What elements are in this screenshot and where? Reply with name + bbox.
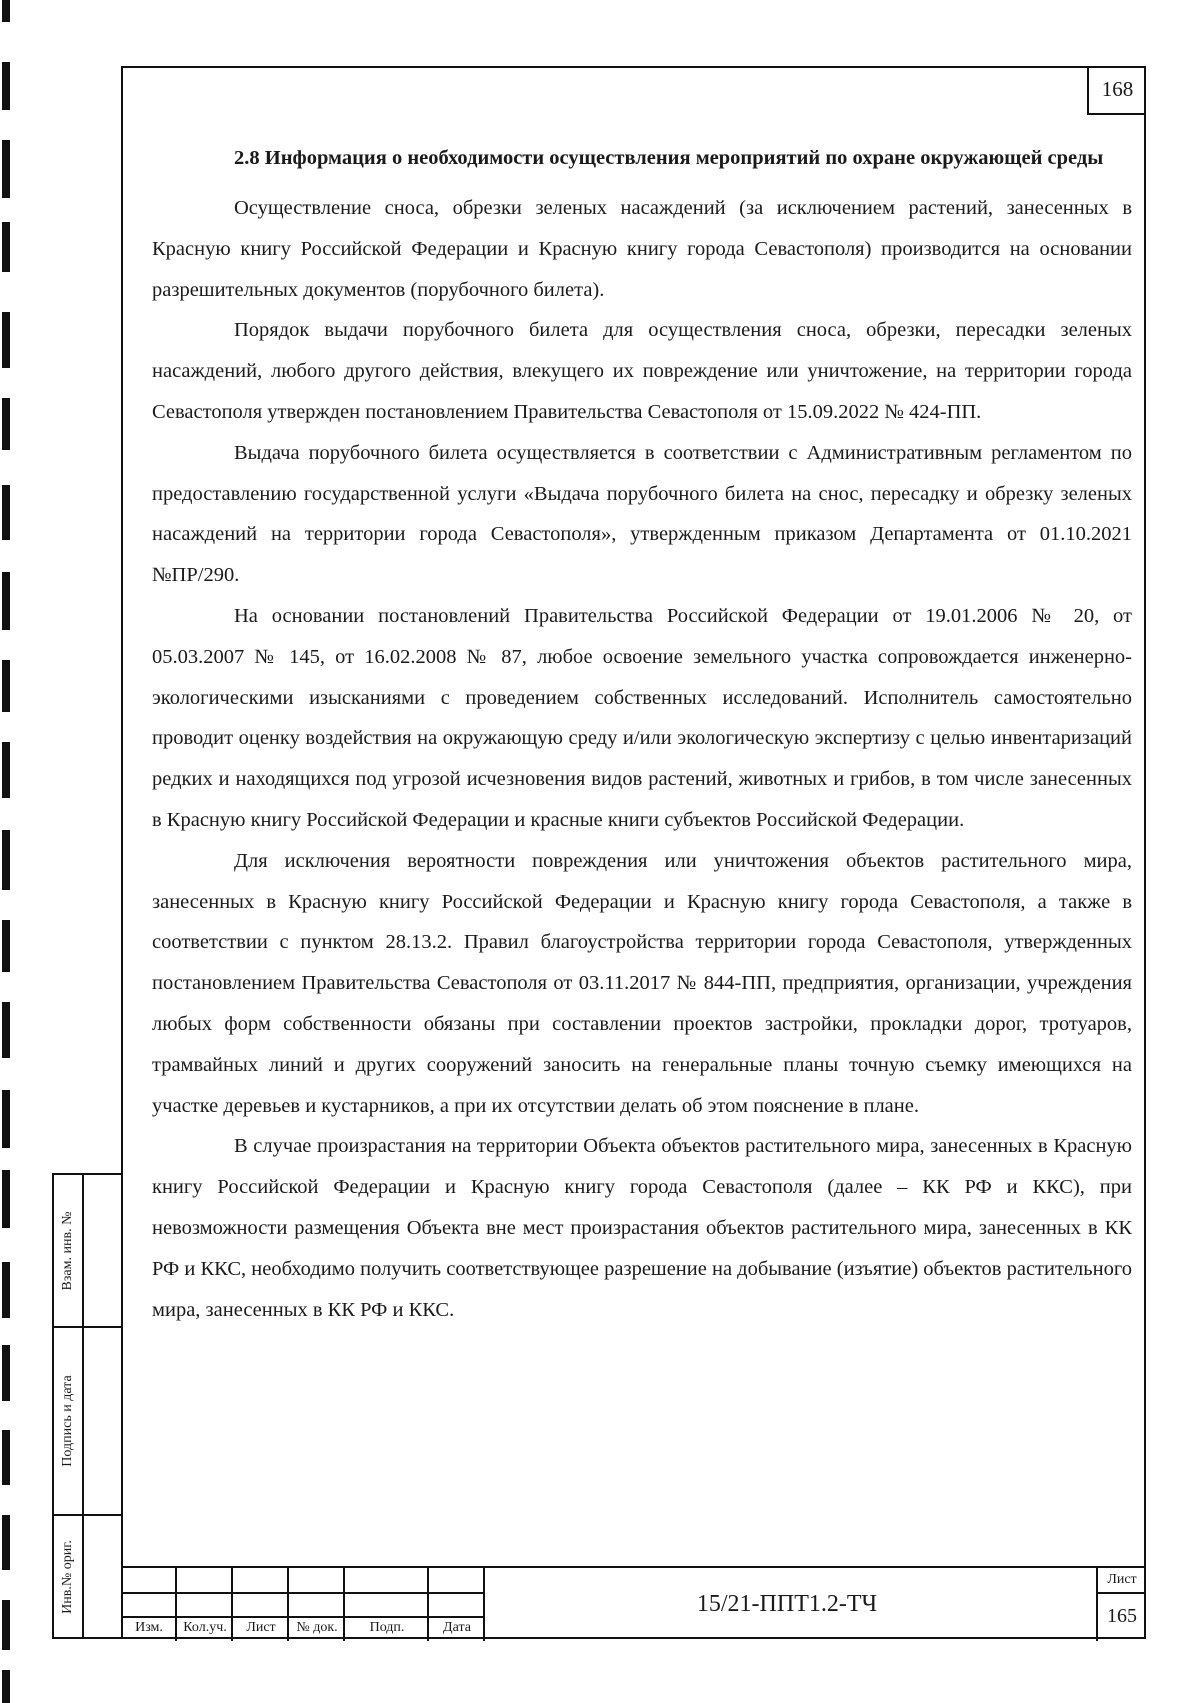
col-list-label: Лист (246, 1620, 276, 1635)
paragraph: Осуществление сноса, обрезки зеленых насаждений (за исключением растений, занесенных в Красную книгу Российской Федерации и Красную книгу города Севастополя) производится на основании разрешительных документов (порубочного билета). (152, 197, 1132, 301)
col-izm-label: Изм. (135, 1620, 163, 1635)
paragraph: Выдача порубочного билета осуществляется в соответствии с Административным регламентом по предоставлению государственной услуги «Выдача порубочного билета на снос, пересадку и обрезку зеленых насаждений на территории города Севастополя», утвержденным приказом Департамента от 01.10.2021 №ПР/290. (152, 441, 1132, 587)
section-heading: 2.8 Информация о необходимости осуществления мероприятий по охране окружающей среды (234, 147, 1104, 169)
document-body (152, 138, 1132, 1330)
side-cell-podpis-data (52, 1326, 121, 1516)
revision-grid (121, 1568, 485, 1641)
col-data-label: Дата (443, 1620, 471, 1635)
sheet-number: 165 (1107, 1605, 1137, 1627)
side-cell-vzam-inv (52, 1173, 121, 1328)
sheet-label: Лист (1107, 1572, 1137, 1587)
side-label-inv-orig: Инв.№ ориг. (60, 1539, 75, 1614)
document-code: 15/21-ППТ1.2-ТЧ (696, 1591, 878, 1617)
side-label-podpis-data: Подпись и дата (60, 1375, 75, 1467)
paragraph: Для исключения вероятности повреждения или уничтожения объектов растительного мира, занесенных в Красную книгу Российской Федерации и Красную книгу города Севастополя, а также в соответствии с пунктом 28.13.2. Правил благоустройства территории города Севастополя, утвержденных постановлением Правительства Севастополя от 03.11.2017 № 844-ПП, предприятия, организации, учреждения любых форм собственности обязаны при составлении проектов застройки, прокладки дорог, тротуаров, трамвайных линий и других сооружений заносить на генеральные планы точную съемку имеющихся на участке деревьев и кустарников, а при их отсутствии делать об этом пояснение в плане. (152, 849, 1132, 1117)
col-n-dok-label: № док. (296, 1620, 338, 1635)
sheet-box (1096, 1568, 1146, 1641)
paragraph: На основании постановлений Правительства Российской Федерации от 19.01.2006 № 20, от 05.03.2007 № 145, от 16.02.2008 № 87, любое освоение земельного участка сопровождается инженерно-экологическими изысканиями с проведением собственных исследований. Исполнитель самостоятельно проводит оценку воздействия на окружающую среду и/или экологическую экспертизу с целью инвентаризаций редких и находящихся под угрозой исчезновения видов растений, животных и грибов, в том числе занесенных в Красную книгу Российской Федерации и красные книги субъектов Российской Федерации. (152, 604, 1132, 831)
title-block (121, 1566, 1146, 1639)
col-kol-uch-label: Кол.уч. (183, 1620, 227, 1635)
binding-marks (0, 0, 30, 1703)
paragraph: В случае произрастания на территории Объекта объектов растительного мира, занесенных в Красную книгу Российской Федерации и Красную книгу города Севастополя (далее – КК РФ и ККС), при невозможности размещения Объекта вне мест произрастания объектов растительного мира, занесенных в КК РФ и ККС, необходимо получить соответствующее разрешение на добывание (изъятие) объектов растительного мира, занесенных в КК РФ и ККС. (152, 1135, 1132, 1321)
side-label-vzam-inv: Взам. инв. № (60, 1211, 75, 1290)
side-stamp (52, 1173, 121, 1639)
top-page-number: 168 (1087, 66, 1146, 115)
paragraph: Порядок выдачи порубочного билета для осуществления сноса, обрезки, пересадки зеленых насаждений, любого другого действия, влекущего их повреждение или уничтожение, на территории города Севастополя утвержден постановлением Правительства Севастополя от 15.09.2022 № 424-ПП. (152, 319, 1132, 423)
side-cell-inv-orig (52, 1514, 121, 1639)
col-podp-label: Подп. (369, 1620, 405, 1635)
